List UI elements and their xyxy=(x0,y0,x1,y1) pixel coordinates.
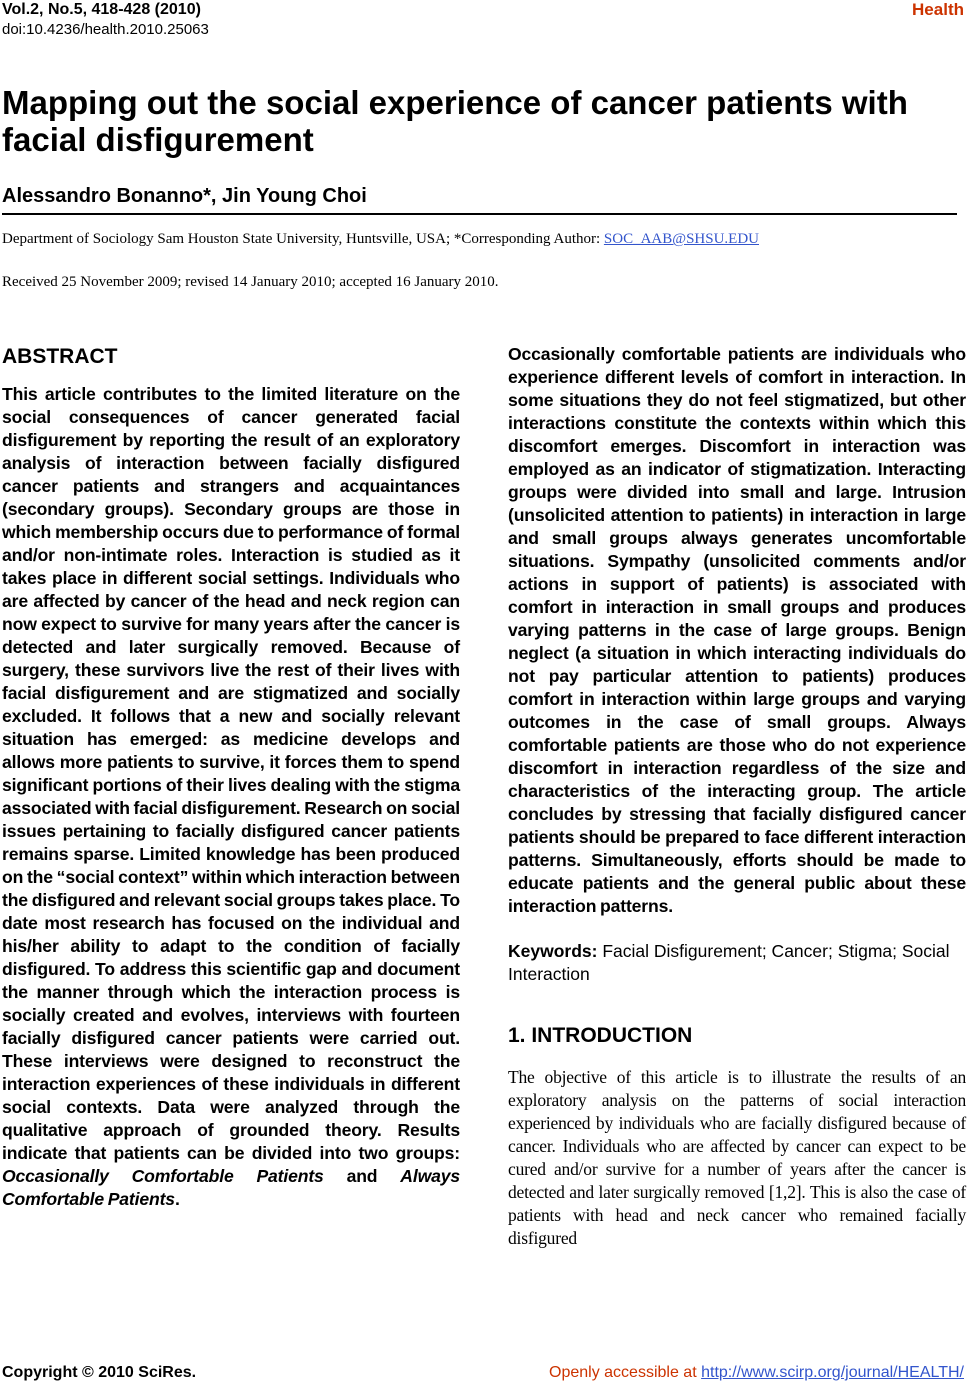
journal-url-link[interactable]: http://www.scirp.org/journal/HEALTH/ xyxy=(701,1364,964,1381)
paper-title: Mapping out the social experience of cancer patients with facial disfigurement xyxy=(2,84,908,158)
author-email-link[interactable]: SOC_AAB@SHSU.EDU xyxy=(603,231,759,247)
affiliation-text: Department of Sociology Sam Houston State University, Huntsville, USA; *Corresponding Author: xyxy=(2,231,604,247)
abstract-text-right: Occasionally comfortable patients are individuals who experience different levels of comfort in interaction. In some situations they do not feel stigmatized, but other interactions constitute the contexts within which this discomfort emerges. Discomfort in interaction was employed as an indicator of stigmatization. Interacting groups were divided into small and large. Intrusion (unsolicited attention to patients) in interaction in large and small groups always generates uncomfortable situations. Sympathy (unsolicited comments and/or actions in support of patients) is associated with comfort in interaction in small groups and produces varying patterns in the case of large groups. Benign neglect (a situation in which interacting individuals do not pay particular attention to patients) produces comfort in interaction within large groups and varying outcomes in the case of small groups. Always comfortable patients are those who do not experience discomfort in interaction regardless of the size and characteristics of the interacting group. The article concludes by stressing that facially disfigured cancer patients should be prepared to face different interaction patterns. Simultaneously, efforts should be made to educate patients and the general public about these interaction patterns. xyxy=(508,344,966,916)
doi: doi:10.4236/health.2010.25063 xyxy=(2,21,209,38)
open-access xyxy=(549,1364,964,1382)
introduction-text: The objective of this article is to illustrate the results of an exploratory analysis on the patterns of social interaction experienced by individuals who are facially disfigured because of cancer. Individuals who are affected by cancer can expect to be cured and/or survive for a number of years after the cancer is detected and later surgically removed [1,2]. This is also the case of patients with head and neck cancer who remained facially disfigured xyxy=(508,1067,966,1248)
title-divider xyxy=(2,213,957,215)
abstract-period: . xyxy=(174,1189,180,1209)
copyright: Copyright © 2010 SciRes. xyxy=(2,1364,197,1381)
abstract-heading: ABSTRACT xyxy=(2,345,118,368)
keywords xyxy=(508,940,966,986)
keywords-label: Keywords: xyxy=(508,941,598,961)
received-dates: Received 25 November 2009; revised 14 January 2010; accepted 16 January 2010. xyxy=(2,274,499,290)
group-always: Always Comfortable Patients xyxy=(2,1166,461,1209)
open-access-text: Openly accessible at xyxy=(549,1364,702,1381)
authors: Alessandro Bonanno*, Jin Young Choi xyxy=(2,185,367,207)
introduction-heading: 1. INTRODUCTION xyxy=(508,1024,693,1047)
journal-name: Health xyxy=(912,0,964,19)
volume-info: Vol.2, No.5, 418-428 (2010) xyxy=(2,1,201,18)
left-column xyxy=(2,343,460,1211)
journal-header xyxy=(2,0,209,40)
and-word: and xyxy=(323,1166,401,1186)
abstract-text-left xyxy=(2,383,460,1211)
keywords-text: Facial Disfigurement; Cancer; Stigma; Social Interaction xyxy=(508,941,950,984)
affiliation xyxy=(2,231,759,248)
right-column xyxy=(508,343,966,1250)
group-occasionally: Occasionally Comfortable Patients xyxy=(2,1166,324,1186)
abstract-body: This article contributes to the limited literature on the social consequences of cancer generated facial disfigurement by reporting the result of an exploratory analysis of interaction between facially disfigured cancer patients and strangers and acquaintances (secondary groups). Secondary groups are those in which membership occurs due to performance of formal and/or non-intimate roles. Interaction is studied as it takes place in different social settings. Individuals who are affected by cancer of the head and neck region can now expect to survive for many years after the cancer is detected and later surgically removed. Because of surgery, these survivors live the rest of their lives with facial disfigurement and are stigmatized and socially excluded. It follows that a new and socially relevant situation has emerged: as medicine develops and allows more patients to survive, it forces them to spend significant portions of their lives dealing with the stigma associated with facial disfigurement. Research on social issues pertaining to facially disfigured cancer patients remains sparse. Limited knowledge has been produced on the “social context” within which interaction between the disfigured and relevant social groups takes place. To date most research has focused on the individual and his/her ability to adapt to the condition of facially disfigured. To address this scientific gap and document the manner through which the interaction process is socially created and evolves, interviews with fourteen facially disfigured cancer patients were carried out. These interviews were designed to reconstruct the interaction experiences of these individuals in different social contexts. Data were analyzed through the qualitative approach of grounded theory. Results indicate that patients can be divided into two groups: xyxy=(2,384,460,1163)
